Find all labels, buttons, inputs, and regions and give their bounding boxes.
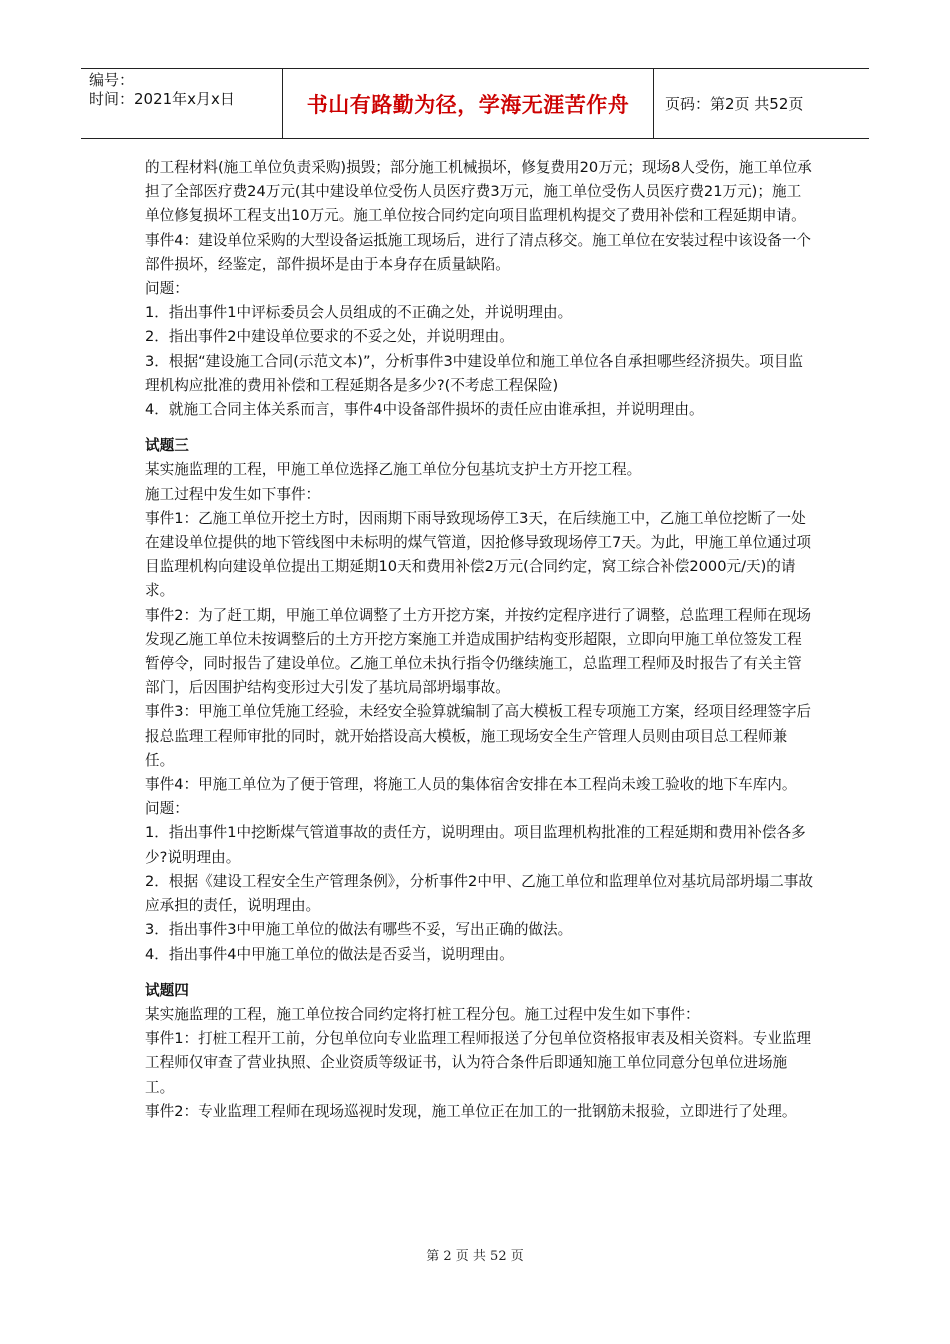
paragraph: 1．指出事件1中评标委员会人员组成的不正确之处，并说明理由。 [145,304,573,322]
header-meta [81,69,283,138]
paragraph: 事件2：为了赶工期，甲施工单位调整了土方开挖方案，并按约定程序进行了调整，总监理工程师在现场发现乙施工单位未按调整后的土方开挖方案施工并造成围护结构变形超限，立即向甲施工单位签发工程暂停令，同时报告了建设单位。乙施工单位未执行指令仍继续施工，总监理工程师及时报告了有关主管部门，后因围护结构变形过大引发了基坑局部坍塌事故。 [145,606,812,697]
paragraph: 问题： [145,280,189,298]
page-footer: 第 2 页 共 52 页 [426,1249,524,1264]
paragraph: 的工程材料(施工单位负责采购)损毁；部分施工机械损坏，修复费用20万元；现场8人受伤，施工单位承担了全部医疗费24万元(其中建设单位受伤人员医疗费3万元，施工单位受伤人员医疗费21万元)；施工单位修复损坏工程支出10万元。施工单位按合同约定向项目监理机构提交了费用补偿和工程延期申请。 [145,159,812,225]
paragraph: 4．指出事件4中甲施工单位的做法是否妥当，说明理由。 [145,945,514,963]
paragraph: 1．指出事件1中挖断煤气管道事故的责任方，说明理由。项目监理机构批准的工程延期和费用补偿各多少?说明理由。 [145,824,806,866]
section-heading: 试题四 [145,981,189,999]
paragraph: 2．根据《建设工程安全生产管理条例》，分析事件2中甲、乙施工单位和监理单位对基坑局部坍塌二事故应承担的责任，说明理由。 [145,872,813,915]
paragraph: 事件1：打桩工程开工前，分包单位向专业监理工程师报送了分包单位资格报审表及相关资料。专业监理工程师仅审查了营业执照、企业资质等级证书，认为符合条件后即通知施工单位同意分包单位进场施工。 [145,1030,812,1096]
page-header [81,68,869,139]
time-label: 时间：2021年x月x日 [89,90,235,108]
paragraph: 事件4：甲施工单位为了便于管理，将施工人员的集体宿舍安排在本工程尚未竣工验收的地下车库内。 [145,776,797,794]
document-body [145,156,815,1124]
paragraph: 事件4：建设单位采购的大型设备运抵施工现场后，进行了清点移交。施工单位在安装过程中该设备一个部件损坏，经鉴定，部件损坏是由于本身存在质量缺陷。 [145,231,812,273]
paragraph: 事件3：甲施工单位凭施工经验，未经安全验算就编制了高大模板工程专项施工方案，经项目经理签字后报总监理工程师审批的同时，就开始搭设高大模板，施工现场安全生产管理人员则由项目总工程师兼任。 [145,703,812,769]
paragraph: 3．指出事件3中甲施工单位的做法有哪些不妥，写出正确的做法。 [145,921,573,939]
paragraph: 4．就施工合同主体关系而言，事件4中设备部件损坏的责任应由谁承担，并说明理由。 [145,401,704,419]
motto: 书山有路勤为径，学海无涯苦作舟 [283,69,654,138]
paragraph: 3．根据“建设施工合同(示范文本)”，分析事件3中建设单位和施工单位各自承担哪些经济损失。项目监理机构应批准的费用补偿和工程延期各是多少?(不考虑工程保险) [145,352,804,394]
paragraph: 事件1：乙施工单位开挖土方时，因雨期下雨导致现场停工3天，在后续施工中，乙施工单位挖断了一处在建设单位提供的地下管线图中未标明的煤气管道，因抢修导致现场停工7天。为此，甲施工单位通过项目监理机构向建设单位提出工期延期10天和费用补偿2万元(合同约定，窝工综合补偿2000元/天)的请求。 [145,509,812,600]
paragraph: 事件2：专业监理工程师在现场巡视时发现，施工单位正在加工的一批钢筋未报验，立即进行了处理。 [145,1102,797,1120]
paragraph: 某实施监理的工程，施工单位按合同约定将打桩工程分包。施工过程中发生如下事件： [145,1005,700,1023]
paragraph: 问题： [145,800,189,818]
section-heading: 试题三 [145,437,189,455]
paragraph: 施工过程中发生如下事件： [145,485,321,503]
page-info: 页码：第2页 共52页 [665,95,804,113]
paragraph: 2．指出事件2中建设单位要求的不妥之处，并说明理由。 [145,328,514,346]
number-label: 编号： [89,71,135,89]
paragraph: 某实施监理的工程，甲施工单位选择乙施工单位分包基坑支护土方开挖工程。 [145,461,642,479]
